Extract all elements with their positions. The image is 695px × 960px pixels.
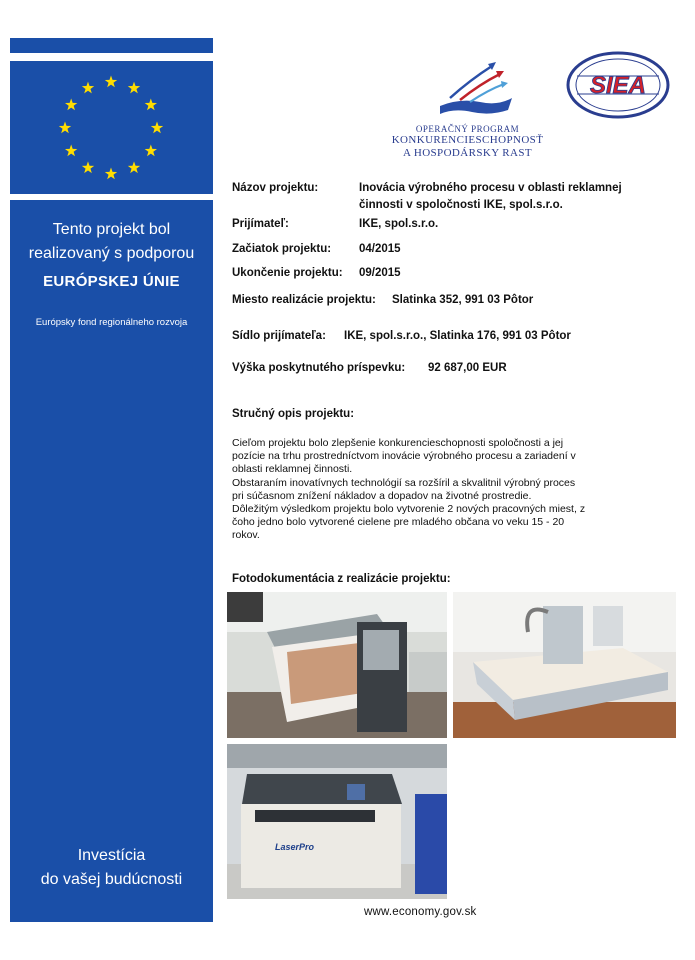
eu-star bbox=[151, 122, 163, 134]
project-name-value1: Inovácia výrobného procesu v oblasti reklamnej bbox=[359, 182, 622, 194]
footer-website: www.economy.gov.sk bbox=[364, 906, 477, 918]
eu-star bbox=[65, 99, 77, 111]
location-value: Slatinka 352, 991 03 Pôtor bbox=[392, 294, 534, 306]
eu-top-strip bbox=[10, 38, 213, 53]
eu-star bbox=[145, 145, 157, 157]
eu-star bbox=[105, 168, 117, 180]
eu-flag bbox=[10, 61, 213, 194]
siea-logo bbox=[565, 50, 671, 120]
description-line: oblasti reklamnej činnosti. bbox=[232, 463, 353, 476]
eu-invest-text bbox=[10, 844, 213, 892]
seat-value: IKE, spol.s.r.o., Slatinka 176, 991 03 Pôtor bbox=[344, 330, 571, 342]
description-line: pozície na trhu prostredníctvom inovácie výrobného procesu a zariadení v bbox=[232, 450, 576, 463]
eu-star bbox=[145, 99, 157, 111]
eu-stars-icon bbox=[10, 61, 213, 194]
eu-invest-line1: Investícia bbox=[77, 847, 146, 864]
description-line: Obstaraním inovatívnych technológií sa rozšíril a skvalitnil výrobný proces bbox=[232, 476, 576, 489]
op-small-text: OPERAČNÝ PROGRAM bbox=[415, 124, 520, 134]
start-label: Začiatok projektu: bbox=[232, 243, 332, 255]
amount-label: Výška poskytnutého príspevku: bbox=[232, 362, 406, 374]
eu-star bbox=[65, 145, 77, 157]
laser-brand-label: LaserPro bbox=[275, 842, 315, 852]
start-value: 04/2015 bbox=[359, 243, 401, 255]
eu-support-line2: realizovaný s podporou bbox=[28, 245, 195, 262]
end-label: Ukončenie projektu: bbox=[232, 267, 343, 279]
eu-invest-line2: do vašej budúcnosti bbox=[40, 871, 183, 888]
location-label: Miesto realizácie projektu: bbox=[232, 294, 376, 306]
description-line: pri súčasnom znížení nákladov a dopadov na životné prostredie. bbox=[232, 489, 532, 502]
amount-value: 92 687,00 EUR bbox=[428, 362, 507, 374]
description-line: čoho jedno bolo vytvorené cielene pre mladého občana vo veku 15 - 20 bbox=[232, 516, 565, 529]
photo-printer bbox=[227, 592, 447, 738]
eu-star bbox=[105, 76, 117, 88]
op-line1: KONKURENCIESCHOPNOSŤ bbox=[391, 134, 544, 146]
siea-logo-text: SIEA bbox=[589, 72, 647, 99]
description-line: Cieľom projektu bolo zlepšenie konkurencieschopnosti spoločnosti a jej bbox=[232, 437, 564, 449]
photos-title: Fotodokumentácia z realizácie projektu: bbox=[232, 573, 451, 585]
seat-label: Sídlo prijímateľa: bbox=[232, 330, 326, 342]
eu-star bbox=[82, 161, 94, 173]
project-name-value2: činnosti v spoločnosti IKE, spol.s.r.o. bbox=[359, 199, 563, 211]
op-logo bbox=[380, 58, 555, 170]
eu-support-line1: Tento projekt bol bbox=[52, 221, 171, 238]
project-name-label: Názov projektu: bbox=[232, 182, 319, 194]
eu-fund: Európsky fond regionálneho rozvoja bbox=[35, 317, 188, 328]
recipient-label: Prijímateľ: bbox=[232, 218, 289, 230]
recipient-value: IKE, spol.s.r.o. bbox=[359, 218, 439, 230]
end-value: 09/2015 bbox=[359, 267, 401, 279]
eu-star bbox=[59, 122, 71, 134]
eu-star bbox=[128, 161, 140, 173]
eu-star bbox=[128, 82, 140, 94]
photo-cnc bbox=[453, 592, 676, 738]
description-line: Dôležitým výsledkom projektu bolo vytvorenie 2 nových pracovných miest, z bbox=[232, 503, 586, 516]
op-logo-text bbox=[380, 124, 555, 160]
photo-laser bbox=[227, 744, 447, 899]
description-title: Stručný opis projektu: bbox=[232, 408, 355, 420]
eu-support-text bbox=[10, 218, 213, 266]
eu-panel bbox=[10, 200, 213, 922]
op-line2: A HOSPODÁRSKY RAST bbox=[402, 147, 533, 159]
op-arrows-icon bbox=[380, 58, 555, 122]
eu-star bbox=[82, 82, 94, 94]
description-line: rokov. bbox=[232, 529, 260, 542]
eu-name: EURÓPSKEJ ÚNIE bbox=[43, 273, 180, 290]
description-text bbox=[232, 437, 652, 543]
